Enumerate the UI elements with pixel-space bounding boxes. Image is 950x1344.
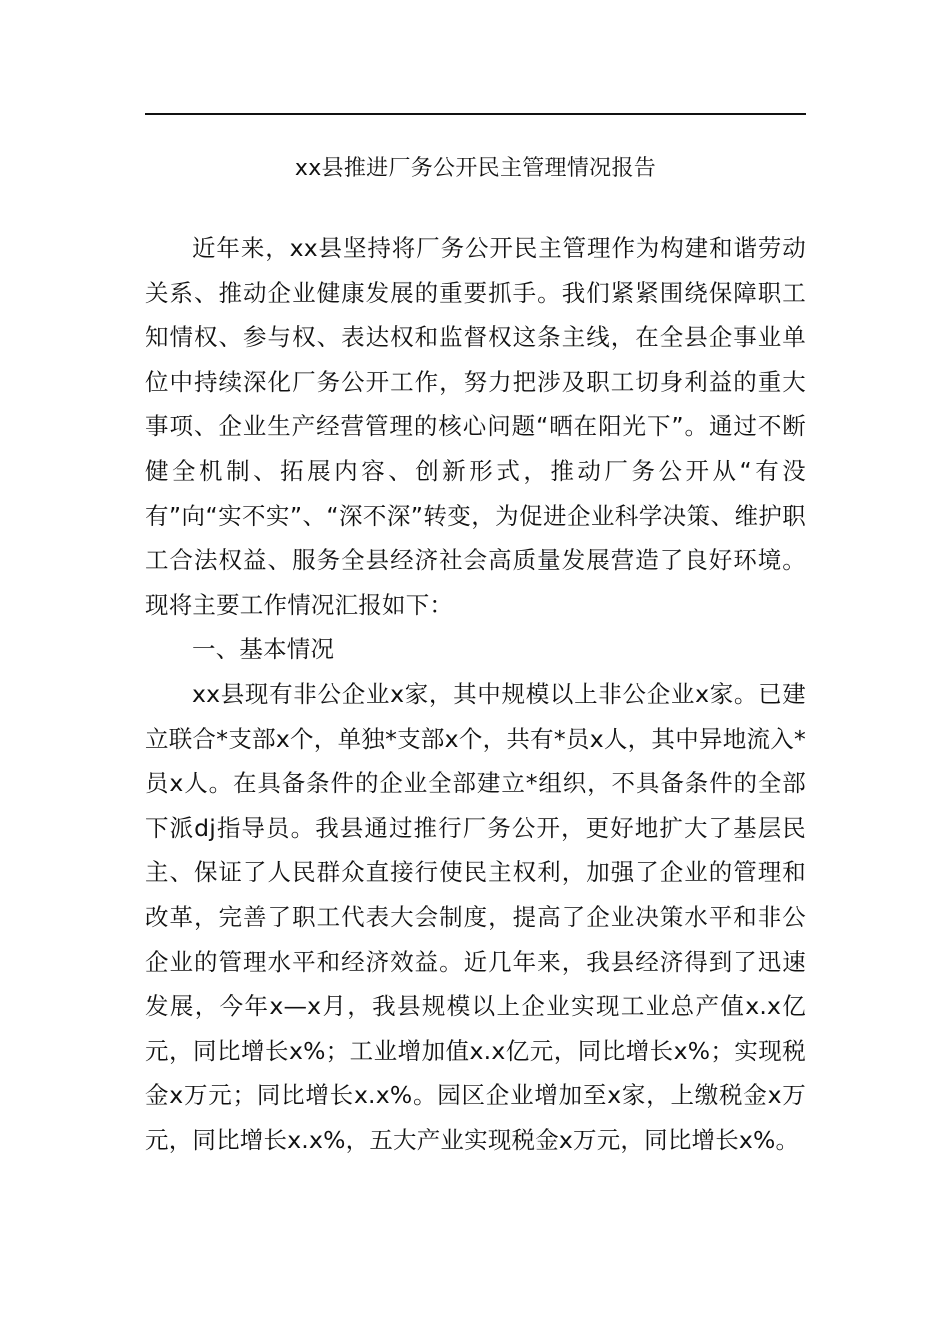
document-body [145, 226, 806, 1162]
basic-situation-paragraph: xx县现有非公企业x家，其中规模以上非公企业x家。已建立联合*支部x个，单独*支部x个，共有*员x人，其中异地流入*员x人。在具备条件的企业全部建立*组织，不具备条件的全部下派dj指导员。我县通过推行厂务公开，更好地扩大了基层民主、保证了人民群众直接行使民主权利，加强了企业的管理和改革，完善了职工代表大会制度，提高了企业决策水平和非公企业的管理水平和经济效益。近几年来，我县经济得到了迅速发展，今年x—x月，我县规模以上企业实现工业总产值x.x亿元，同比增长x%；工业增加值x.x亿元，同比增长x%；实现税金x万元；同比增长x.x%。园区企业增加至x家，上缴税金x万元，同比增长x.x%，五大产业实现税金x万元，同比增长x%。 [145, 679, 806, 1154]
header-rule [145, 113, 806, 115]
section-heading: 一、基本情况 [192, 635, 335, 664]
intro-paragraph: 近年来，xx县坚持将厂务公开民主管理作为构建和谐劳动关系、推动企业健康发展的重要抓手。我们紧紧围绕保障职工知情权、参与权、表达权和监督权这条主线，在全县企事业单位中持续深化厂务公开工作，努力把涉及职工切身利益的重大事项、企业生产经营管理的核心问题“晒在阳光下”。通过不断健全机制、拓展内容、创新形式，推动厂务公开从“有没有”向“实不实”、“深不深”转变，为促进企业科学决策、维护职工合法权益、服务全县经济社会高质量发展营造了良好环境。现将主要工作情况汇报如下： [145, 234, 806, 619]
document-title: xx县推进厂务公开民主管理情况报告 [294, 156, 657, 181]
